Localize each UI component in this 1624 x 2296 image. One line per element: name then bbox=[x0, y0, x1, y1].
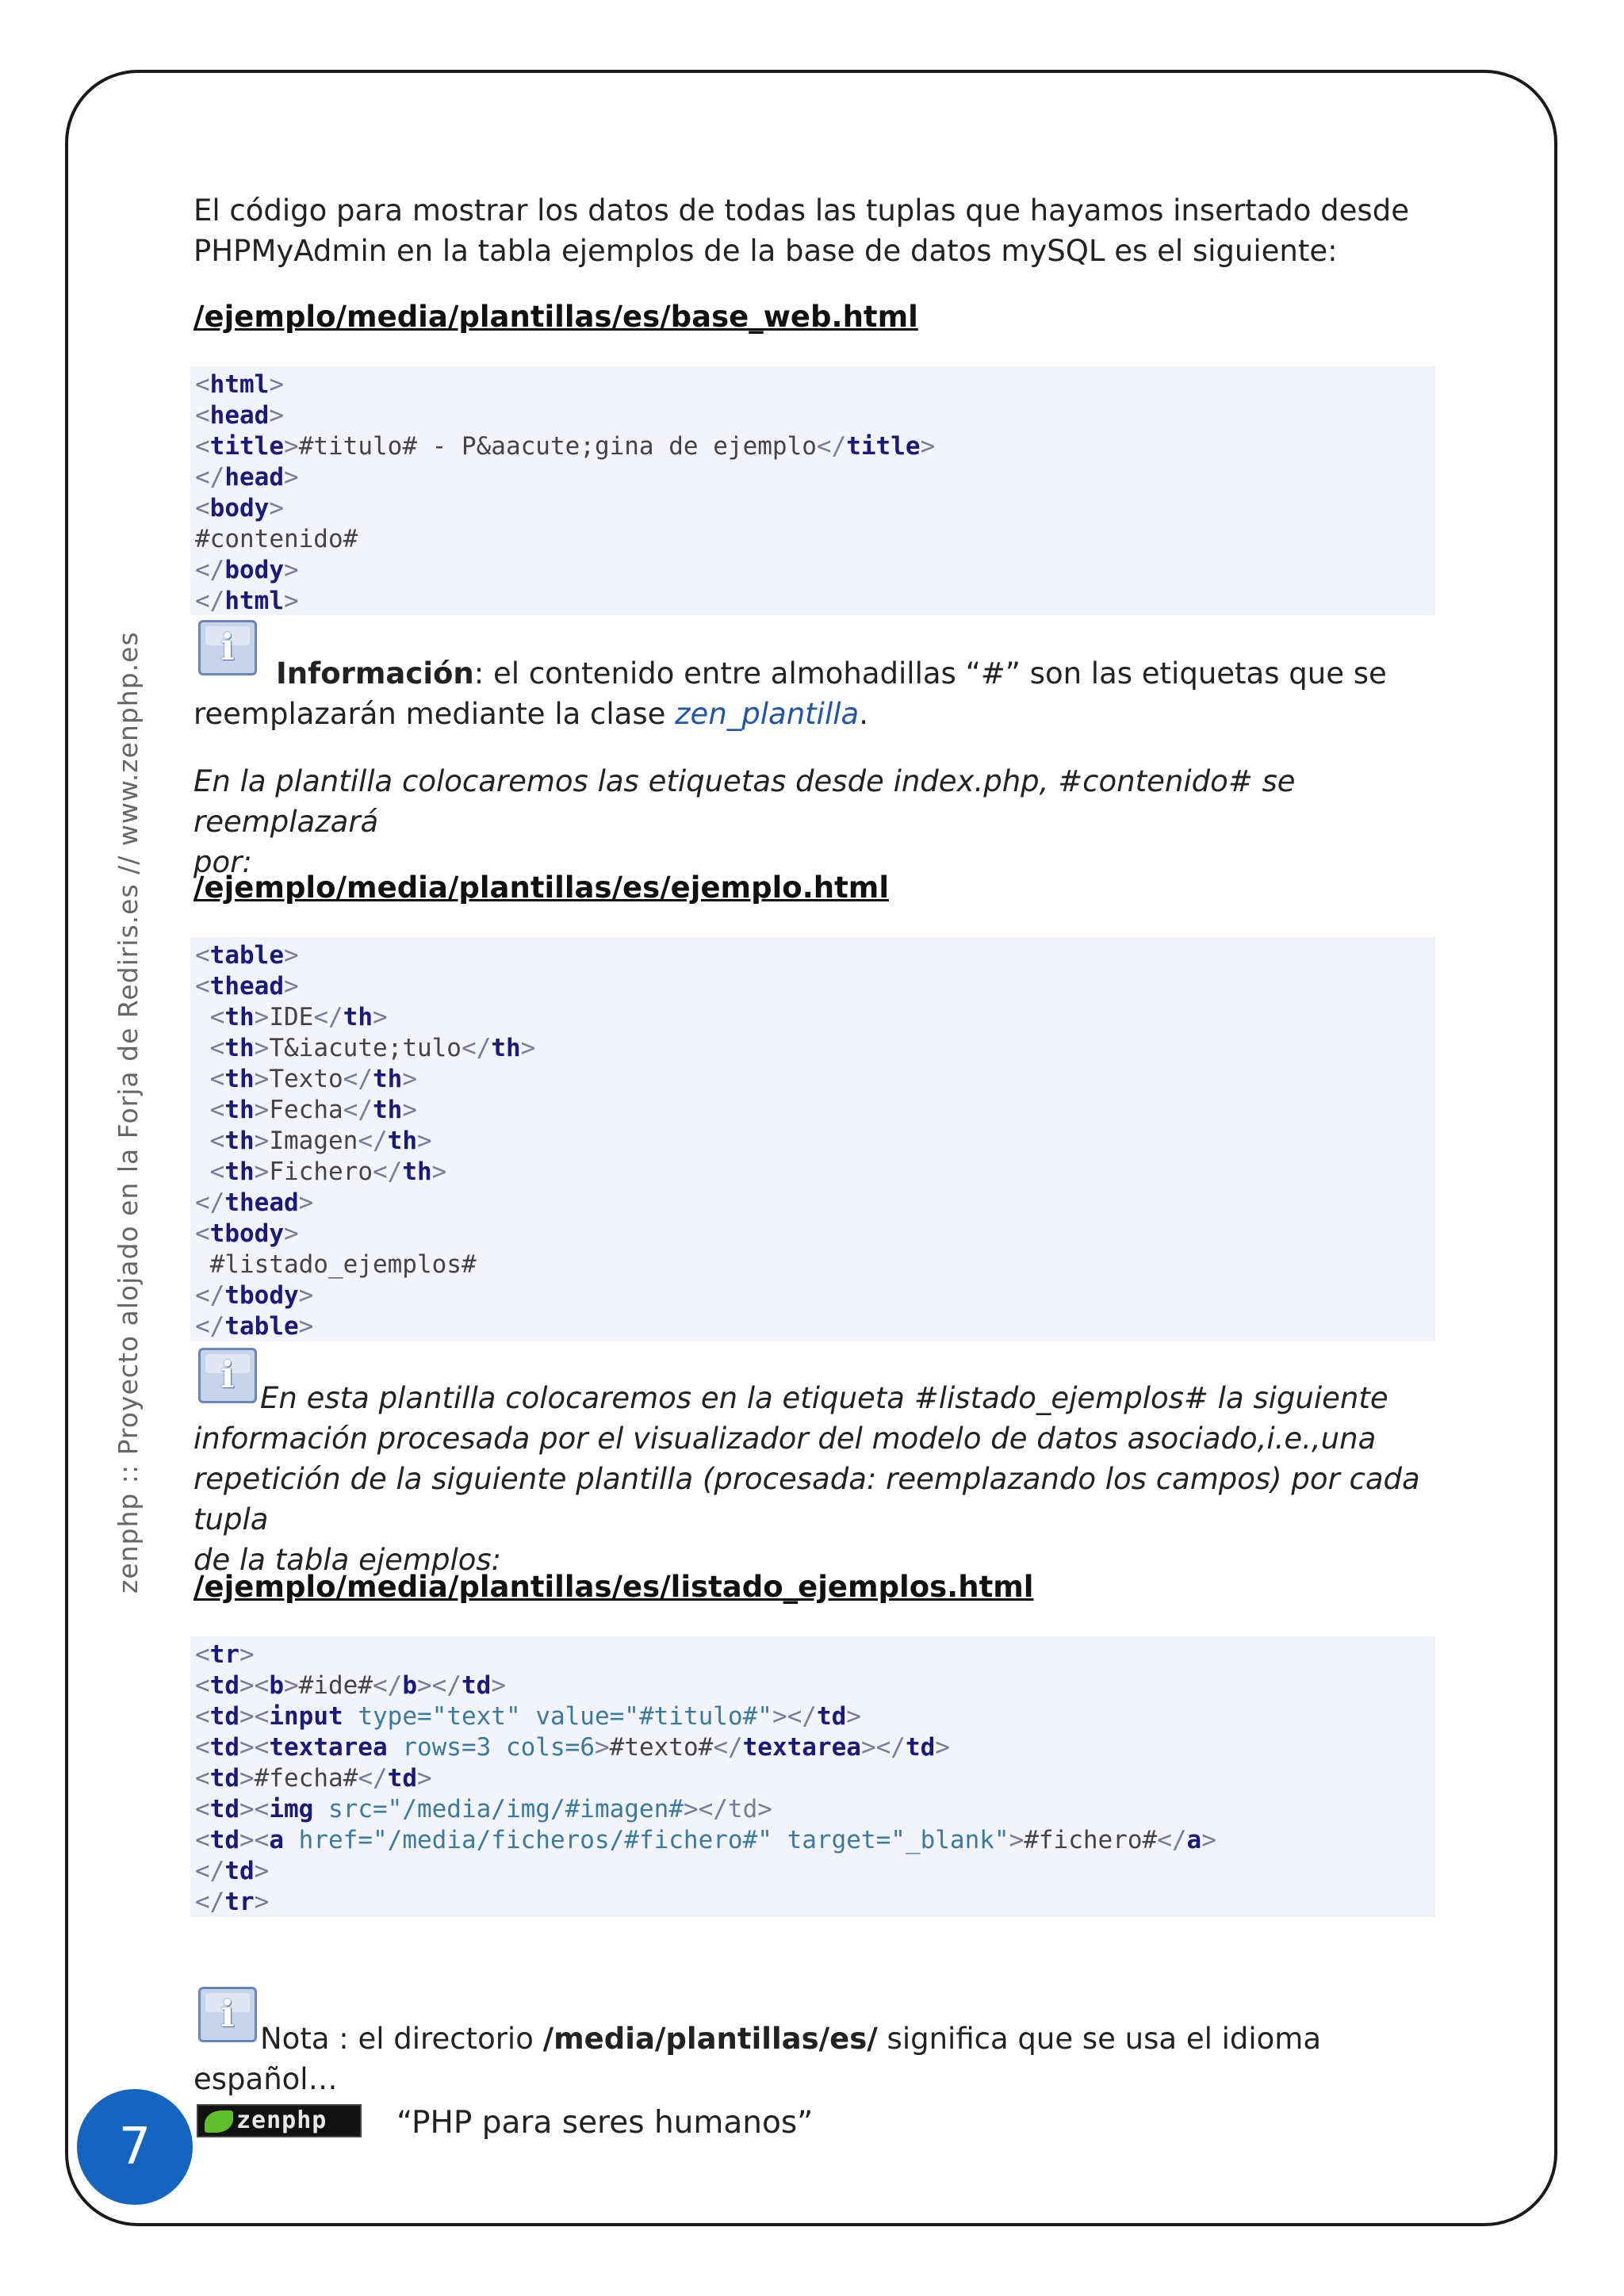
leaf-icon bbox=[205, 2110, 233, 2133]
slogan: “PHP para seres humanos” bbox=[396, 2105, 814, 2141]
code-line: <td><b>#ide#</b></td> bbox=[195, 1671, 506, 1700]
code-line: </tr> bbox=[195, 1888, 270, 1916]
code-line: <head> bbox=[195, 401, 284, 430]
para2-line-2: por: bbox=[193, 845, 252, 879]
code-line: <td><img src="/media/img/#imagen#></td> bbox=[195, 1795, 772, 1823]
code-line: <thead> bbox=[195, 972, 299, 1001]
note-paragraph bbox=[193, 2019, 1431, 2099]
logo-text: zenphp bbox=[236, 2107, 327, 2134]
info2-line-2: información procesada por el visualizador del modelo de datos asociado,i.e.,una bbox=[193, 1422, 1377, 1456]
intro-line-2: PHPMyAdmin en la tabla ejemplos de la base de datos mySQL es el siguiente: bbox=[193, 234, 1338, 268]
info2-line-4: de la tabla ejemplos: bbox=[193, 1543, 502, 1577]
info2-line-1: En esta plantilla colocaremos en la etiqueta #listado_ejemplos# la siguiente bbox=[260, 1381, 1388, 1415]
code-line: <tbody> bbox=[195, 1219, 299, 1248]
info-icon: i bbox=[198, 1987, 257, 2042]
note-prefix: Nota : el directorio bbox=[260, 2022, 543, 2056]
note-path: /media/plantillas/es/ bbox=[542, 2022, 878, 2056]
code-line: </td> bbox=[195, 1857, 270, 1885]
code-line: </thead> bbox=[195, 1188, 314, 1217]
code-line: <th>IDE</th> bbox=[209, 1003, 388, 1031]
section1-path-heading: /ejemplo/media/plantillas/es/base_web.html bbox=[193, 300, 918, 334]
info-icon: i bbox=[198, 1348, 257, 1403]
section2-path-heading: /ejemplo/media/plantillas/es/ejemplo.html bbox=[193, 871, 890, 905]
info1-label: Información bbox=[276, 656, 474, 691]
code-line: <th>Texto</th> bbox=[209, 1065, 417, 1093]
code-line: </html> bbox=[195, 587, 299, 615]
code-line: #listado_ejemplos# bbox=[195, 1250, 477, 1279]
code-line: <body> bbox=[195, 494, 284, 522]
code-line: <title>#titulo# - P&aacute;gina de ejemplo</title> bbox=[195, 432, 936, 461]
section3-path-heading: /ejemplo/media/plantillas/es/listado_ejemplos.html bbox=[193, 1570, 1034, 1604]
code-line: <th>Fecha</th> bbox=[209, 1096, 417, 1124]
code-line: </tbody> bbox=[195, 1281, 314, 1310]
code-line: <tr> bbox=[195, 1640, 255, 1669]
code-line: <th>T&iacute;tulo</th> bbox=[209, 1034, 536, 1062]
info1-text-2: reemplazarán mediante la clase bbox=[193, 697, 676, 731]
code-line: <td><textarea rows=3 cols=6>#texto#</textarea></td> bbox=[195, 1733, 950, 1762]
code-line: <td><input type="text" value="#titulo#"></td> bbox=[195, 1702, 861, 1731]
section2-code-block bbox=[190, 937, 1435, 1341]
info1-paragraph: Información: el contenido entre almohadillas “#” son las etiquetas que se reemplazarán mediante la clase zen_plantilla. bbox=[193, 656, 1387, 731]
intro-paragraph bbox=[193, 190, 1431, 271]
section3-code-block bbox=[190, 1636, 1435, 1917]
info2-paragraph bbox=[193, 1378, 1431, 1580]
code-line: <th>Imagen</th> bbox=[209, 1127, 432, 1155]
info-icon: i bbox=[198, 620, 257, 675]
note-suffix: significa que se usa el idioma español… bbox=[193, 2022, 1322, 2096]
code-line: #contenido# bbox=[195, 525, 358, 553]
zen-plantilla-link[interactable]: zen_plantilla bbox=[675, 697, 860, 731]
code-line: </table> bbox=[195, 1312, 314, 1341]
intro-line-1: El código para mostrar los datos de todas las tuplas que hayamos insertado desde bbox=[193, 193, 1409, 228]
side-vertical-text: zenphp :: Proyecto alojado en la Forja de Rediris.es // www.zenphp.es bbox=[113, 631, 144, 1594]
info2-line-3: repetición de la siguiente plantilla (procesada: reemplazando los campos) por cada tupla bbox=[193, 1462, 1420, 1536]
code-line: </head> bbox=[195, 463, 299, 492]
zenphp-logo bbox=[197, 2104, 362, 2137]
code-line: <td><a href="/media/ficheros/#fichero#" target="_blank">#fichero#</a> bbox=[195, 1826, 1216, 1854]
info1-text-1: : el contenido entre almohadillas “#” son las etiquetas que se bbox=[473, 656, 1387, 691]
para2-paragraph bbox=[193, 761, 1431, 882]
para2-line-1: En la plantilla colocaremos las etiquetas desde index.php, #contenido# se reemplazará bbox=[193, 764, 1296, 839]
code-line: </body> bbox=[195, 556, 299, 584]
code-line: <html> bbox=[195, 370, 284, 399]
code-line: <td>#fecha#</td> bbox=[195, 1764, 432, 1793]
page-number: 7 bbox=[77, 2089, 193, 2205]
code-line: <table> bbox=[195, 941, 299, 970]
code-line: <th>Fichero</th> bbox=[209, 1158, 447, 1186]
section1-code-block bbox=[190, 366, 1435, 615]
